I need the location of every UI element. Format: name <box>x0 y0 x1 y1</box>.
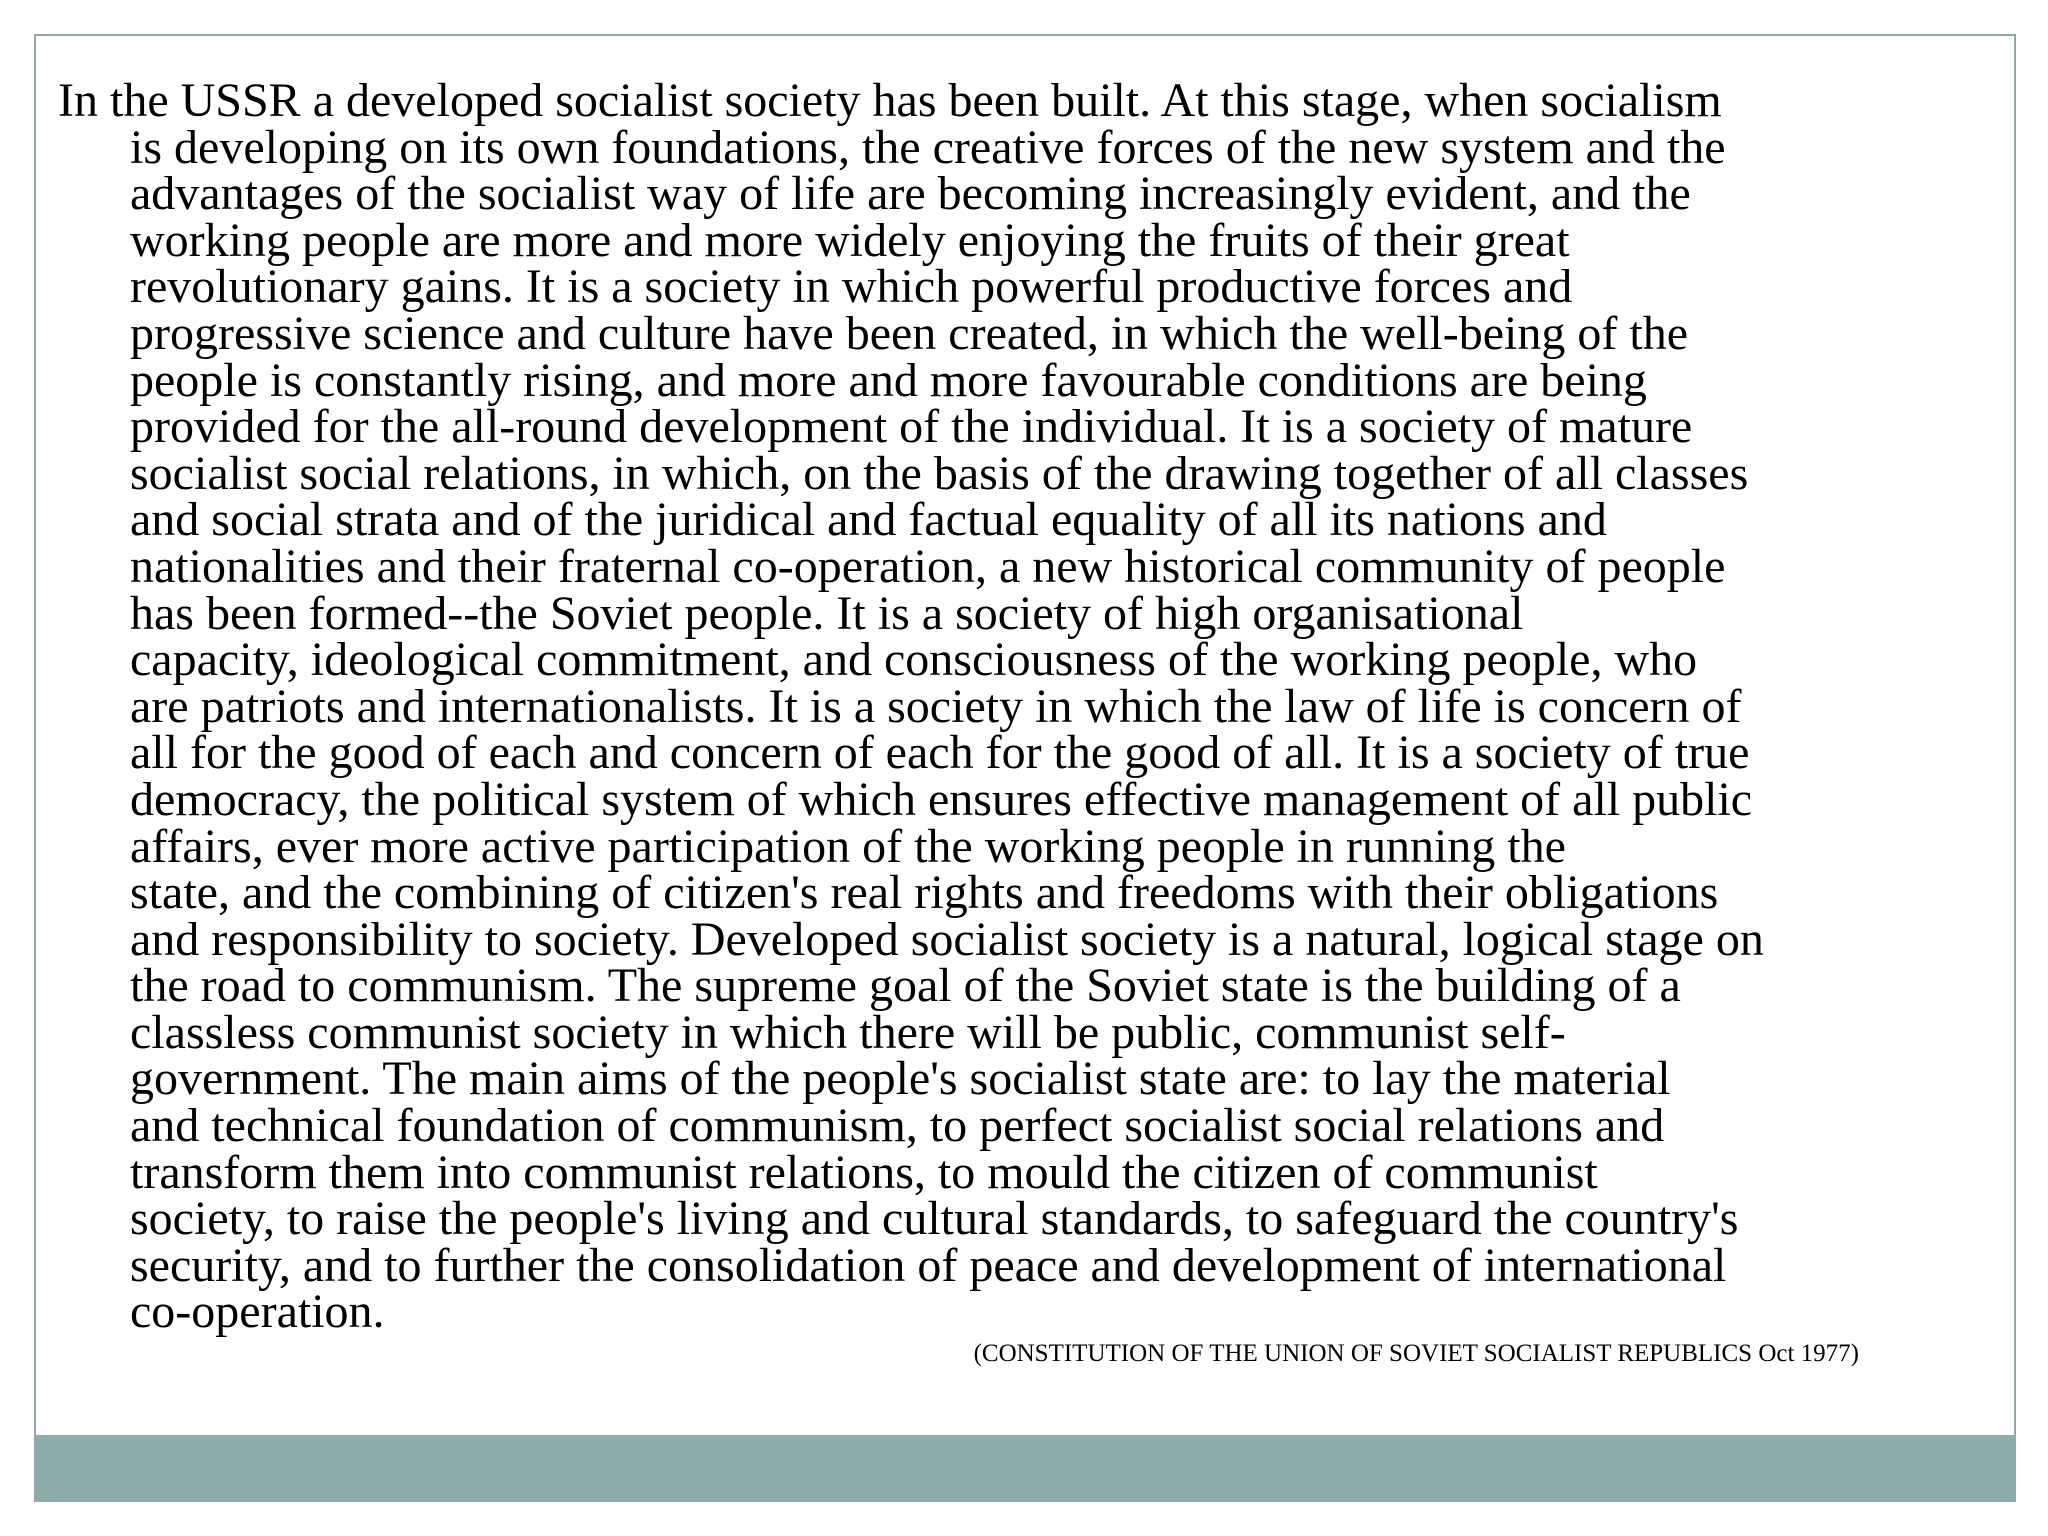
citation: (CONSTITUTION OF THE UNION OF SOVIET SOCIALIST REPUBLICS Oct 1977) <box>973 1340 1859 1367</box>
slide-frame <box>34 34 2016 1502</box>
slide-bottom-band <box>34 1435 2016 1502</box>
constitution-quote: In the USSR a developed socialist society has been built. At this stage, when socialism is developing on its own foundations, the creative forces of the new system and the advantages of the socialist way of life are becoming increasingly evident, and the working people are more and more widely enjoying the fruits of their great revolutionary gains. It is a society in which powerful productive forces and progressive science and culture have been created, in which the well-being of the people is constantly rising, and more and more favourable conditions are being provided for the all-round development of the individual. It is a society of mature socialist social relations, in which, on the basis of the drawing together of all classes and social strata and of the juridical and factual equality of all its nations and nationalities and their fraternal co-operation, a new historical community of people has been formed--the Soviet people. It is a society of high organisational capacity, ideological commitment, and consciousness of the working people, who are patriots and internationalists. It is a society in which the law of life is concern of all for the good of each and concern of each for the good of all. It is a society of true democracy, the political system of which ensures effective management of all public affairs, ever more active participation of the working people in running the state, and the combining of citizen's real rights and freedoms with their obligations and responsibility to society. Developed socialist society is a natural, logical stage on the road to communism. The supreme goal of the Soviet state is the building of a classless communist society in which there will be public, communist self- government. The main aims of the people's socialist state are: to lay the material and technical foundation of communism, to perfect socialist social relations and transform them into communist relations, to mould the citizen of communist society, to raise the people's living and cultural standards, to safeguard the country's security, and to further the consolidation of peace and development of international co-operation. <box>58 74 1764 1339</box>
